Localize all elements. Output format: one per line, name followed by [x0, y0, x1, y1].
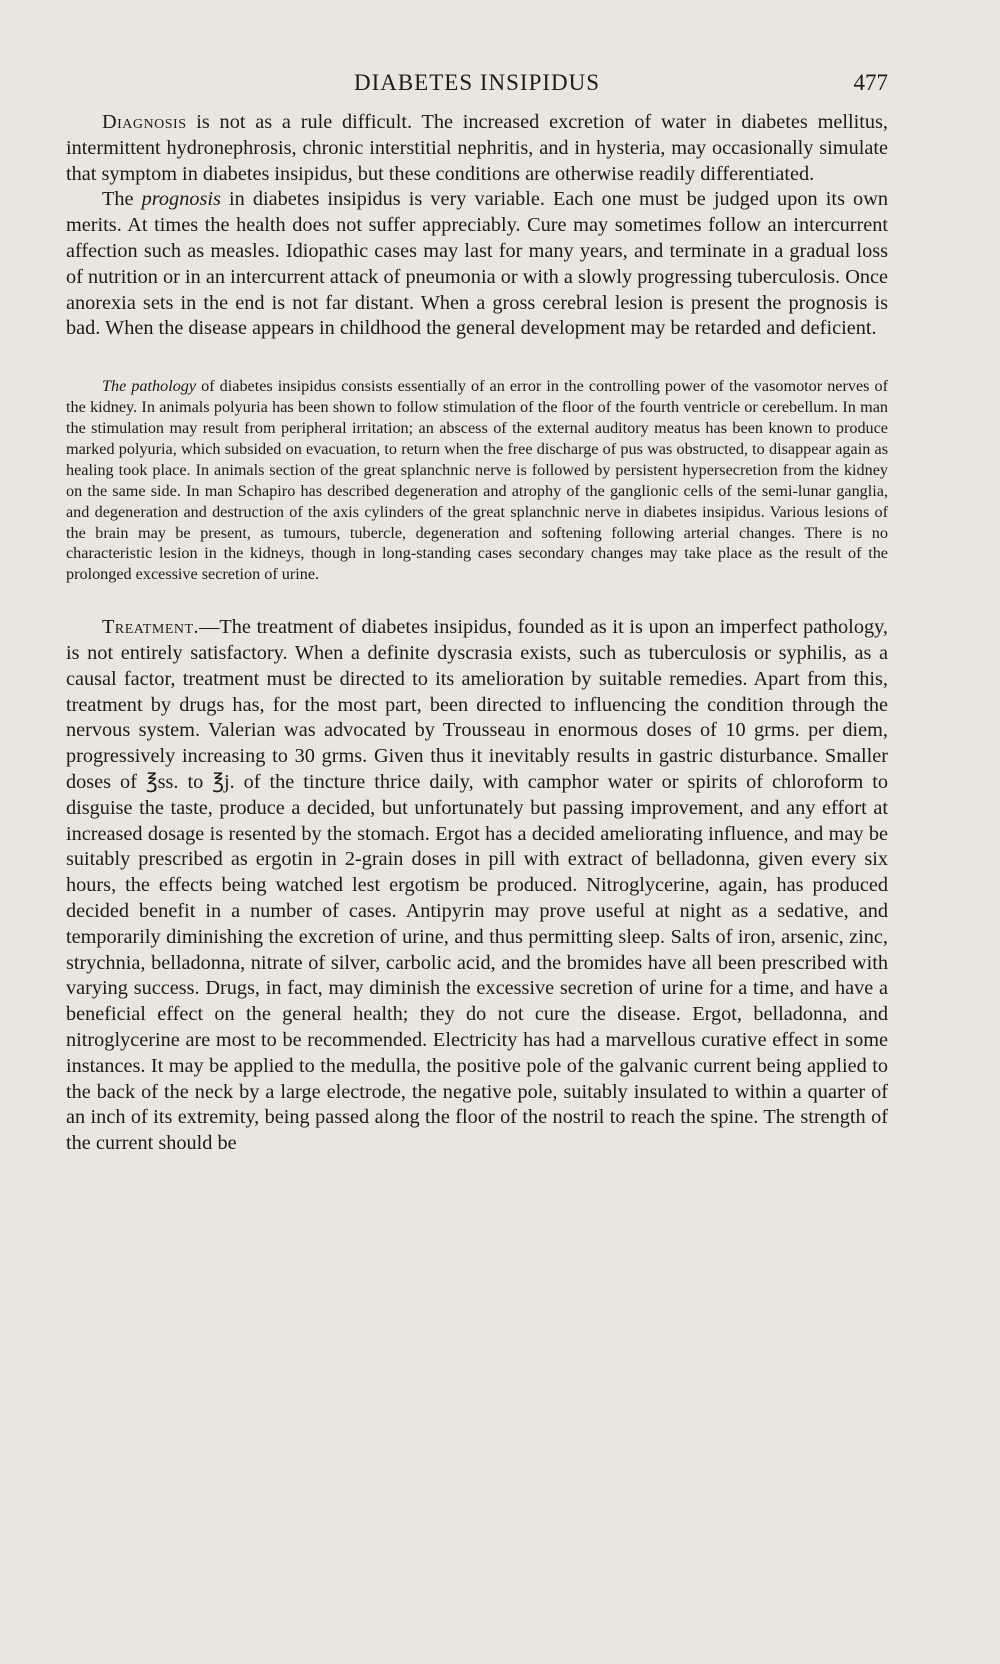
pathology-term: The pathology: [102, 377, 197, 396]
treatment-text: —The treatment of diabetes insipidus, founded as it is upon an imperfect pathology, is not entirely satisfactory. When a definite dyscrasia exists, such as tuberculosis or syphilis, as a causal factor, treatment must be directed to its amelioration by suitable remedies. Apart from this, treatment by drugs has, for the most part, been directed to influencing the condition through the nervous system. Valerian was advocated by Trousseau in enormous doses of 10 grms. per diem, progressively increasing to 30 grms. Given thus it inevitably results in gastric disturbance. Smaller doses of ℥ss. to ℥j. of the tincture thrice daily, with camphor water or spirits of chloroform to disguise the taste, produce a decided, but unfortunately but passing improvement, and any effort at increased dosage is resented by the stomach. Ergot has a decided ameliorating influence, and may be suitably prescribed as ergotin in 2-grain doses in pill with extract of belladonna, given every six hours, the effects being watched lest ergotism be produced. Nitroglycerine, again, has produced decided benefit in a number of cases. Antipyrin may prove useful at night as a sedative, and temporarily diminishing the excretion of urine, and thus permitting sleep. Salts of iron, arsenic, zinc, strychnia, belladonna, nitrate of silver, carbolic acid, and the bromides have all been prescribed with varying success. Drugs, in fact, may diminish the excessive secretion of urine for a time, and have a beneficial effect on the general health; they do not cure the disease. Ergot, belladonna, and nitroglycerine are most to be recommended. Electricity has had a marvellous curative effect in some instances. It may be applied to the medulla, the positive pole of the galvanic current being applied to the back of the neck by a large electrode, the negative pole, suitably insulated to within a quarter of an inch of its extremity, being passed along the floor of the nostril to reach the spine. The strength of the current should be: [66, 616, 888, 1155]
prognosis-paragraph: [66, 187, 888, 342]
running-head: DIABETES INSIPIDUS: [353, 70, 601, 95]
pathology-text: of diabetes insipidus consists essentially of an error in the controlling power of the vasomotor nerves of the kidney. In animals polyuria has been shown to follow stimulation of the floor of the fourth ventricle or cerebellum. In man the stimulation may result from peripheral irritation; an abscess of the external auditory meatus has been known to produce marked polyuria, which subsided on evacuation, to return when the free discharge of pus was obstructed, to disappear again as healing took place. In animals section of the great splanchnic nerve is followed by persistent hypersecretion from the kidney on the same side. In man Schapiro has described degeneration and atrophy of the ganglionic cells of the semi-lunar ganglia, and degeneration and destruction of the axis cylinders of the great splanchnic nerve in diabetes insipidus. Various lesions of the brain may be present, as tumours, tubercle, degeneration and softening following arterial changes. There is no characteristic lesion in the kidneys, though in long-standing cases secondary changes may take place as the result of the prolonged excessive secretion of urine.: [66, 377, 888, 584]
page-header: [66, 70, 888, 110]
prognosis-text: in diabetes insipidus is very variable. Each one must be judged upon its own merits. At times the health does not suffer appreciably. Cure may sometimes follow an intercurrent affection such as measles. Idiopathic cases may last for many years, and terminate in a gradual loss of nutrition or in an intercurrent attack of pneumonia or with a slowly progressing tuberculosis. Once anorexia sets in the end is not far distant. When a gross cerebral lesion is present the prognosis is bad. When the disease appears in childhood the general development may be retarded and deficient.: [66, 188, 888, 340]
pathology-paragraph: [66, 376, 888, 585]
page-number: 477: [853, 70, 888, 95]
prognosis-lead: The: [102, 188, 142, 211]
diagnosis-paragraph: [66, 110, 888, 187]
diagnosis-heading: Diagnosis: [102, 111, 187, 133]
book-page: [0, 70, 1000, 1664]
diagnosis-text: is not as a rule difficult. The increased excretion of water in diabetes mellitus, intermittent hydronephrosis, chronic interstitial nephritis, and in hysteria, may occasionally simulate that symptom in diabetes insipidus, but these conditions are otherwise readily differentiated.: [66, 111, 888, 185]
treatment-paragraph: [66, 615, 888, 1157]
prognosis-term: prognosis: [141, 188, 221, 211]
treatment-heading: Treatment.: [102, 616, 200, 639]
